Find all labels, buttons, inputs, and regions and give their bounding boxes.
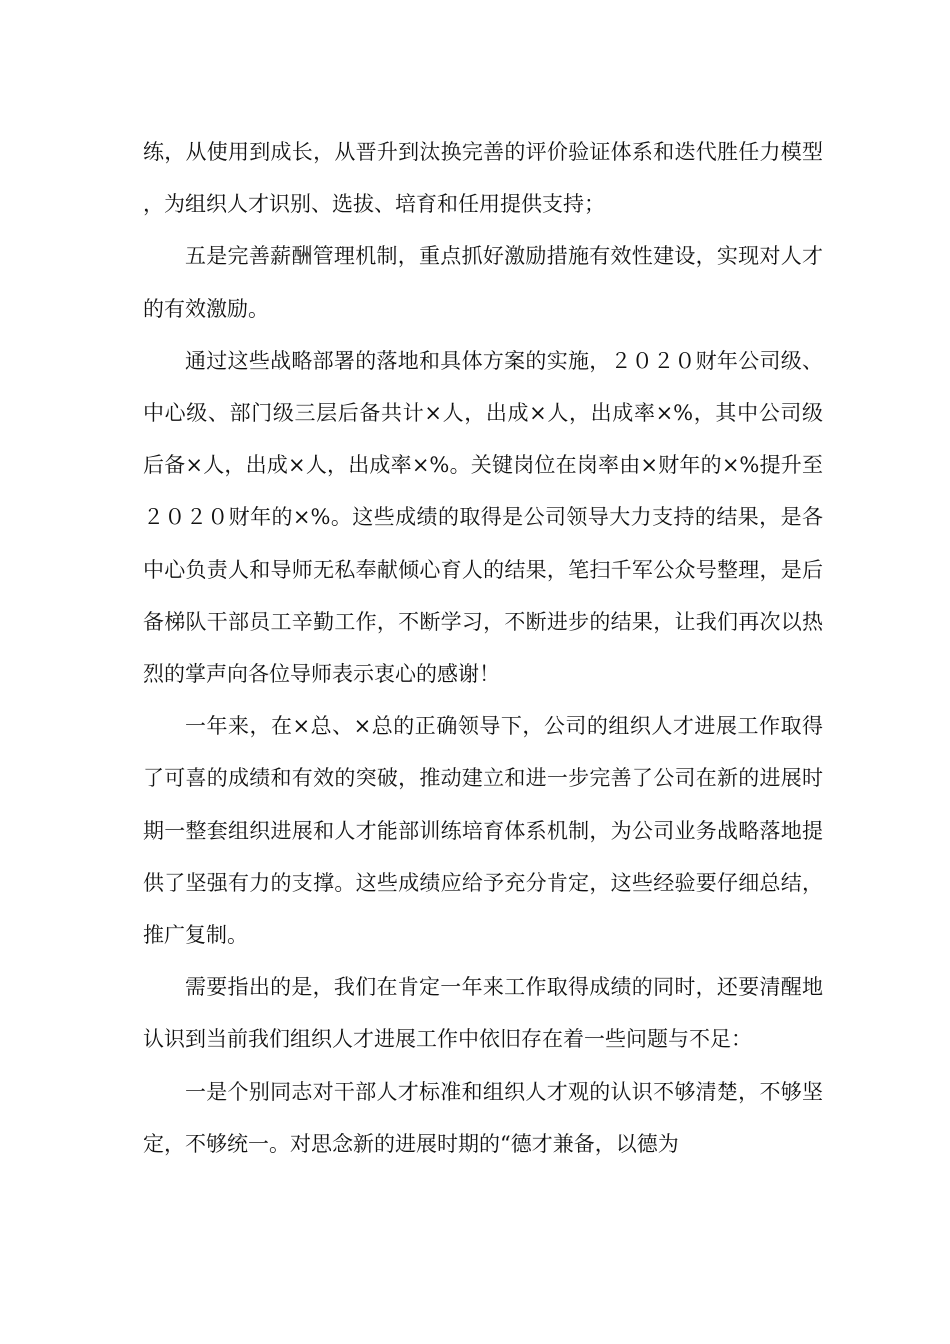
document-body — [143, 126, 823, 1170]
paragraph-5: 需要指出的是，我们在肯定一年来工作取得成绩的同时，还要清醒地认识到当前我们组织人才进展工作中依旧存在着一些问题与不足： — [143, 975, 823, 1052]
paragraph-2: 五是完善薪酬管理机制，重点抓好激励措施有效性建设，实现对人才的有效激励。 — [143, 244, 823, 321]
paragraph-4: 一年来，在×总、×总的正确领导下，公司的组织人才进展工作取得了可喜的成绩和有效的突破，推动建立和进一步完善了公司在新的进展时期一整套组织进展和人才能部训练培育体系机制，为公司业务战略落地提供了坚强有力的支撑。这些成绩应给予充分肯定，这些经验要仔细总结，推广复制。 — [143, 714, 823, 948]
paragraph-6: 一是个别同志对干部人才标准和组织人才观的认识不够清楚，不够坚定，不够统一。对思念新的进展时期的“德才兼备，以德为 — [143, 1079, 823, 1156]
paragraph-3: 通过这些战略部署的落地和具体方案的实施，２０２０财年公司级、中心级、部门级三层后备共计×人，出成×人，出成率×%，其中公司级后备×人，出成×人，出成率×%。关键岗位在岗率由×财年的×%提升至２０２０财年的×%。这些成绩的取得是公司领导大力支持的结果，是各中心负责人和导师无私奉献倾心育人的结果，笔扫千军公众号整理，是后备梯队干部员工辛勤工作，不断学习，不断进步的结果，让我们再次以热烈的掌声向各位导师表示衷心的感谢！ — [143, 348, 823, 687]
paragraph-1: 练，从使用到成长，从晋升到汰换完善的评价验证体系和迭代胜任力模型，为组织人才识别、选拔、培育和任用提供支持； — [143, 140, 823, 217]
